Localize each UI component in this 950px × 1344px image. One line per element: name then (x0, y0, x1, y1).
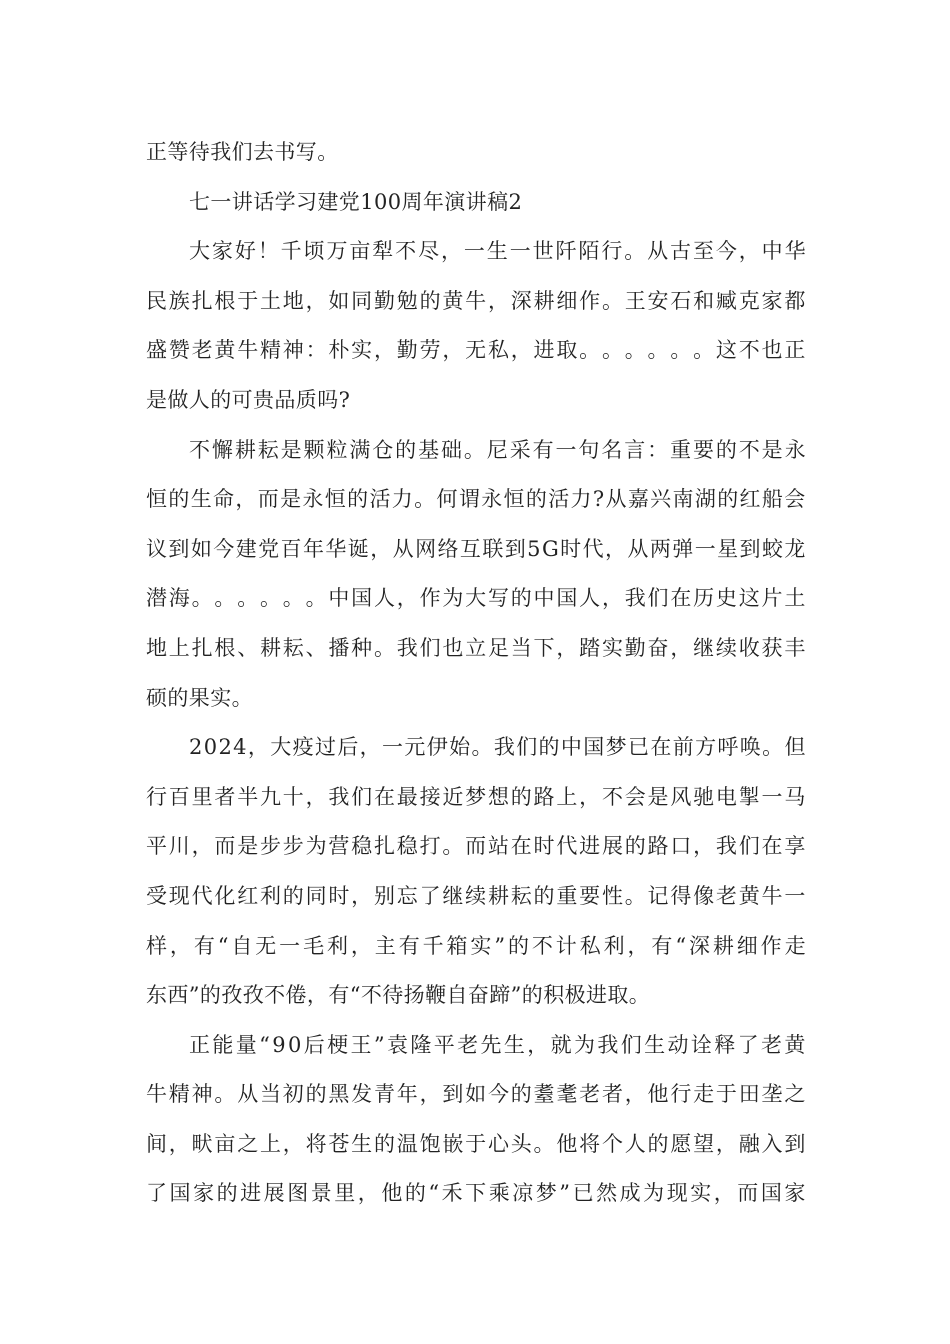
text-line: 行 百 里 者 半 九 十 ， 我 们 在 最 接 近 梦 想 的 路 上 ， 不 会 是 风 驰 电 掣 一 马 (146, 784, 806, 809)
text-line: 大 家 好 ！ 千 顷 万 亩 犁 不 尽 ， 一 生 一 世 阡 陌 行 。 从 古 至 今 ， 中 华 (189, 239, 806, 264)
text-line: 牛 精 神 。 从 当 初 的 黑 发 青 年 ， 到 如 今 的 耋 耄 老 者 ， 他 行 走 于 田 垄 之 (146, 1082, 806, 1107)
text-line: 潜 海 。 。 。 。 。 。 中 国 人 ， 作 为 大 写 的 中 国 人 ， 我 们 在 历 史 这 片 土 (146, 586, 806, 611)
speech-title: 七一讲话学习建党100周年演讲稿2 (189, 189, 523, 214)
text-line: 东西”的孜孜不倦，有“不待扬鞭自奋蹄”的积极进取。 (146, 983, 651, 1008)
text-line: 间 ， 畎 亩 之 上 ， 将 苍 生 的 温 饱 嵌 于 心 头 。 他 将 个 人 的 愿 望 ， 融 入 到 (146, 1131, 806, 1156)
text-line: 盛 赞 老 黄 牛 精 神 ： 朴 实 ， 勤 劳 ， 无 私 ， 进 取 。 。 。 。 。 。 这 不 也 正 (146, 338, 806, 363)
text-line: 2 0 2 4 ， 大 疫 过 后 ， 一 元 伊 始 。 我 们 的 中 国 梦 已 在 前 方 呼 唤 。 但 (189, 735, 806, 760)
text-line: 平 川 ， 而 是 步 步 为 营 稳 扎 稳 打 。 而 站 在 时 代 进 展 的 路 口 ， 我 们 在 享 (146, 834, 806, 859)
text-line: 正 能 量 “ 9 0 后 梗 王 ” 袁 隆 平 老 先 生 ， 就 为 我 们 生 动 诠 释 了 老 黄 (189, 1032, 806, 1057)
text-line: 是做人的可贵品质吗? (146, 387, 351, 412)
text-line: 地 上 扎 根 、 耕 耘 、 播 种 。 我 们 也 立 足 当 下 ， 踏 实 勤 奋 ， 继 续 收 获 丰 (146, 635, 806, 660)
text-line: 恒 的 生 命 ， 而 是 永 恒 的 活 力 。 何 谓 永 恒 的 活 力 ? 从 嘉 兴 南 湖 的 红 船 会 (146, 487, 806, 512)
text-line: 议 到 如 今 建 党 百 年 华 诞 ， 从 网 络 互 联 到 5 G 时 代 ， 从 两 弹 一 星 到 蛟 龙 (146, 536, 806, 561)
text-line: 不 懈 耕 耘 是 颗 粒 满 仓 的 基 础 。 尼 采 有 一 句 名 言 ： 重 要 的 不 是 永 (189, 437, 806, 462)
text-line: 民 族 扎 根 于 土 地 ， 如 同 勤 勉 的 黄 牛 ， 深 耕 细 作 。 王 安 石 和 臧 克 家 都 (146, 288, 806, 313)
text-line: 正等待我们去书写。 (146, 140, 339, 164)
text-line: 受 现 代 化 红 利 的 同 时 ， 别 忘 了 继 续 耕 耘 的 重 要 性 。 记 得 像 老 黄 牛 一 (146, 883, 806, 908)
text-line: 了 国 家 的 进 展 图 景 里 ， 他 的 “ 禾 下 乘 凉 梦 ” 已 然 成 为 现 实 ， 而 国 家 (146, 1181, 806, 1206)
text-line: 样 ， 有 “ 自 无 一 毛 利 ， 主 有 千 箱 实 ” 的 不 计 私 利 ， 有 “ 深 耕 细 作 走 (146, 933, 806, 958)
document-page (146, 128, 806, 1219)
text-line: 硕的果实。 (146, 685, 253, 710)
